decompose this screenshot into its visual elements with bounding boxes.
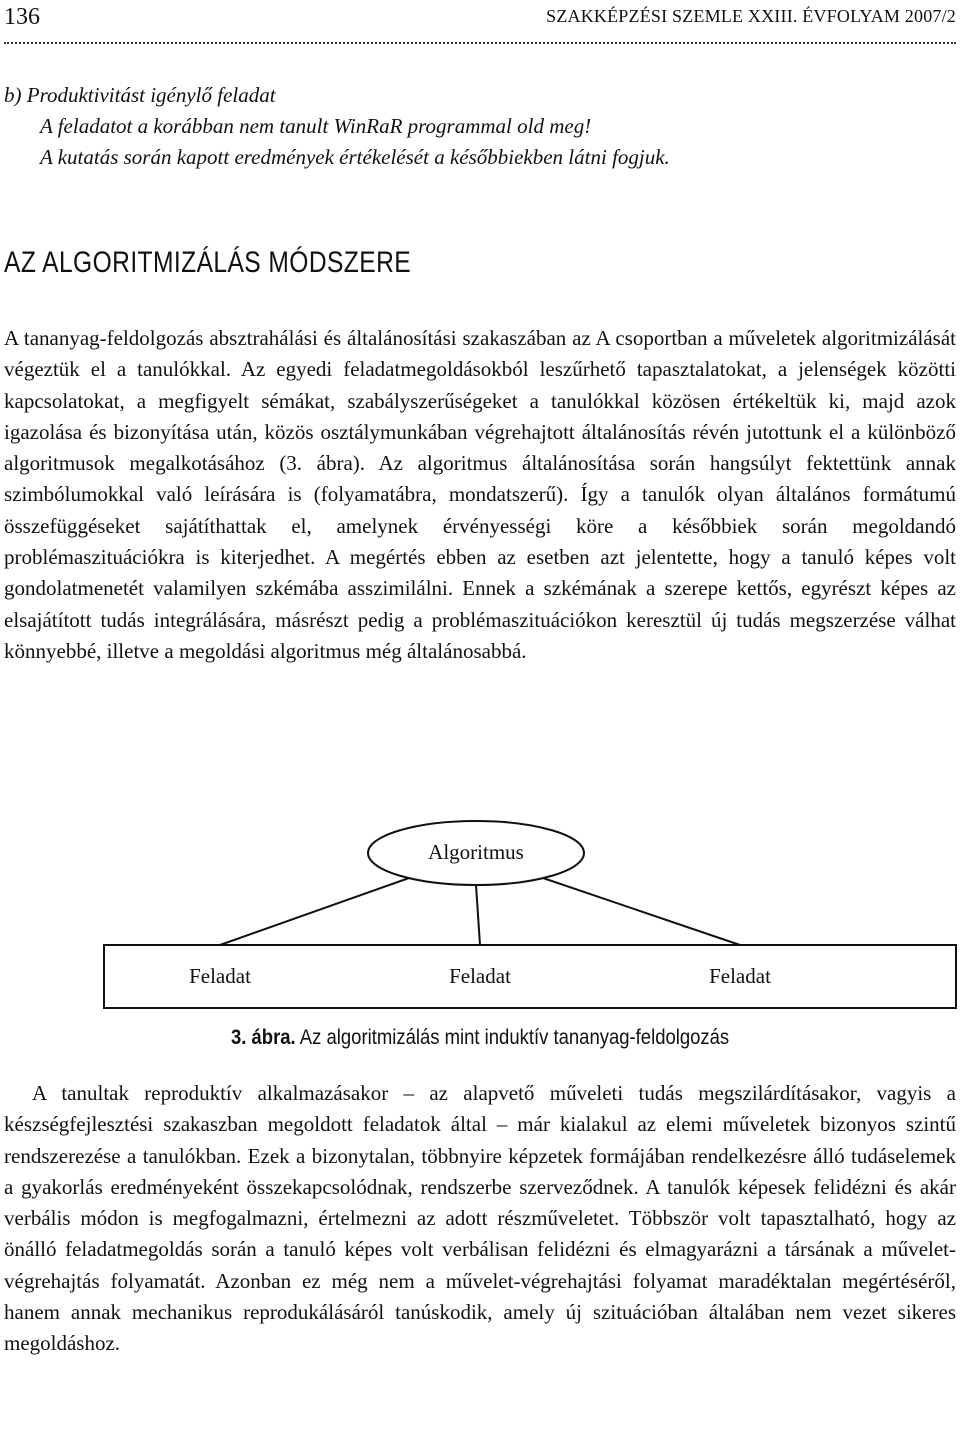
figure-caption	[0, 1026, 960, 1050]
page-number: 136	[4, 4, 40, 30]
task-b-heading: b) Produktivitást igénylő feladat	[4, 83, 276, 107]
task-b-instruction: A feladatot a korábban nem tanult WinRaR programmal old meg!	[40, 114, 592, 138]
figure-number: 3. ábra.	[230, 1026, 296, 1049]
connector-line-left	[220, 878, 409, 945]
page-header	[0, 0, 960, 46]
task-label-2: Feladat	[449, 964, 511, 988]
section-title: AZ ALGORITMIZÁLÁS MÓDSZERE	[4, 246, 412, 279]
connector-line-center	[476, 885, 480, 945]
task-label-1: Feladat	[189, 964, 251, 988]
body-paragraph-2: A tanultak reproduktív alkalmazásakor – az alapvető műveleti tudás megszilárdításakor, vagyis a készségfejlesztési szakaszban megoldott feladatok által – már kialakul az elemi műveletek bizonyos szintű rendszerezése a tanulókban. Ezek a bizonytalan, többnyire képzetek formájában rendelkezésre álló tudáselemek a gyakorlás eredményeként összekapcsolódnak, rendszerbe szerveződnek. A tanulók képesek felidézni és akár verbális módon is megfogalmazni, értelmezni az adott részműveletet. Többször volt tapasztalható, hogy az önálló feladatmegoldás során a tanuló képes volt verbálisan felidézni és elmagyarázni a társának a művelet-végrehajtás folyamatát. Azonban ez még nem a művelet-végrehajtási folyamat maradéktalan megértéséről, hanem annak mechanikus reprodukálásáról tanúskodik, amely új szituációban általában nem vezet sikeres megoldáshoz.	[4, 1081, 956, 1356]
figure-caption-text: Az algoritmizálás mint induktív tananyag-feldolgozás	[295, 1026, 730, 1049]
algorithm-label: Algoritmus	[428, 840, 524, 864]
journal-title: SZAKKÉPZÉSI SZEMLE XXIII. ÉVFOLYAM 2007/2	[546, 6, 956, 26]
header-divider	[4, 42, 956, 44]
task-b-block	[4, 80, 956, 173]
task-label-3: Feladat	[709, 964, 771, 988]
body-paragraph-1: A tananyag-feldolgozás absztrahálási és általánosítási szakaszában az A csoportban a műveletek algoritmizálását végeztük el a tanulókkal. Az egyedi feladatmegoldásokból leszűrhető tapasztalatokat, a jelenségek közötti kapcsolatokat, a megfigyelt sémákat, szabályszerűségeket a tanulókkal közösen értékeltük ki, majd azok igazolása és bizonyítása után, közös osztálymunkában végrehajtott általánosítás révén jutottunk el a különböző algoritmusok megalkotásához (3. ábra). Az algoritmus általánosítása során hangsúlyt fektettünk annak szimbólumokkal való leírására is (folyamatábra, mondatszerű). Így a tanulók olyan általános formátumú összefüggéseket sajátíthattak el, amelynek érvényességi köre a későbbiek során megoldandó problémaszituációkra is kiterjedhet. A megértés ebben az esetben azt jelentette, hogy a tanuló képes volt gondolatmenetét valamilyen szkémába asszimilálni. Ennek a szkémának a szerepe kettős, egyrészt képes az elsajátított tudás integrálására, másrészt pedig a problémaszituációkon keresztül új tudás megszerzése válhat könnyebbé, illetve a megoldási algoritmus még általánosabbá.	[4, 326, 956, 663]
task-b-note: A kutatás során kapott eredmények értékelését a későbbiekben látni fogjuk.	[40, 145, 670, 169]
connector-line-right	[543, 878, 740, 945]
